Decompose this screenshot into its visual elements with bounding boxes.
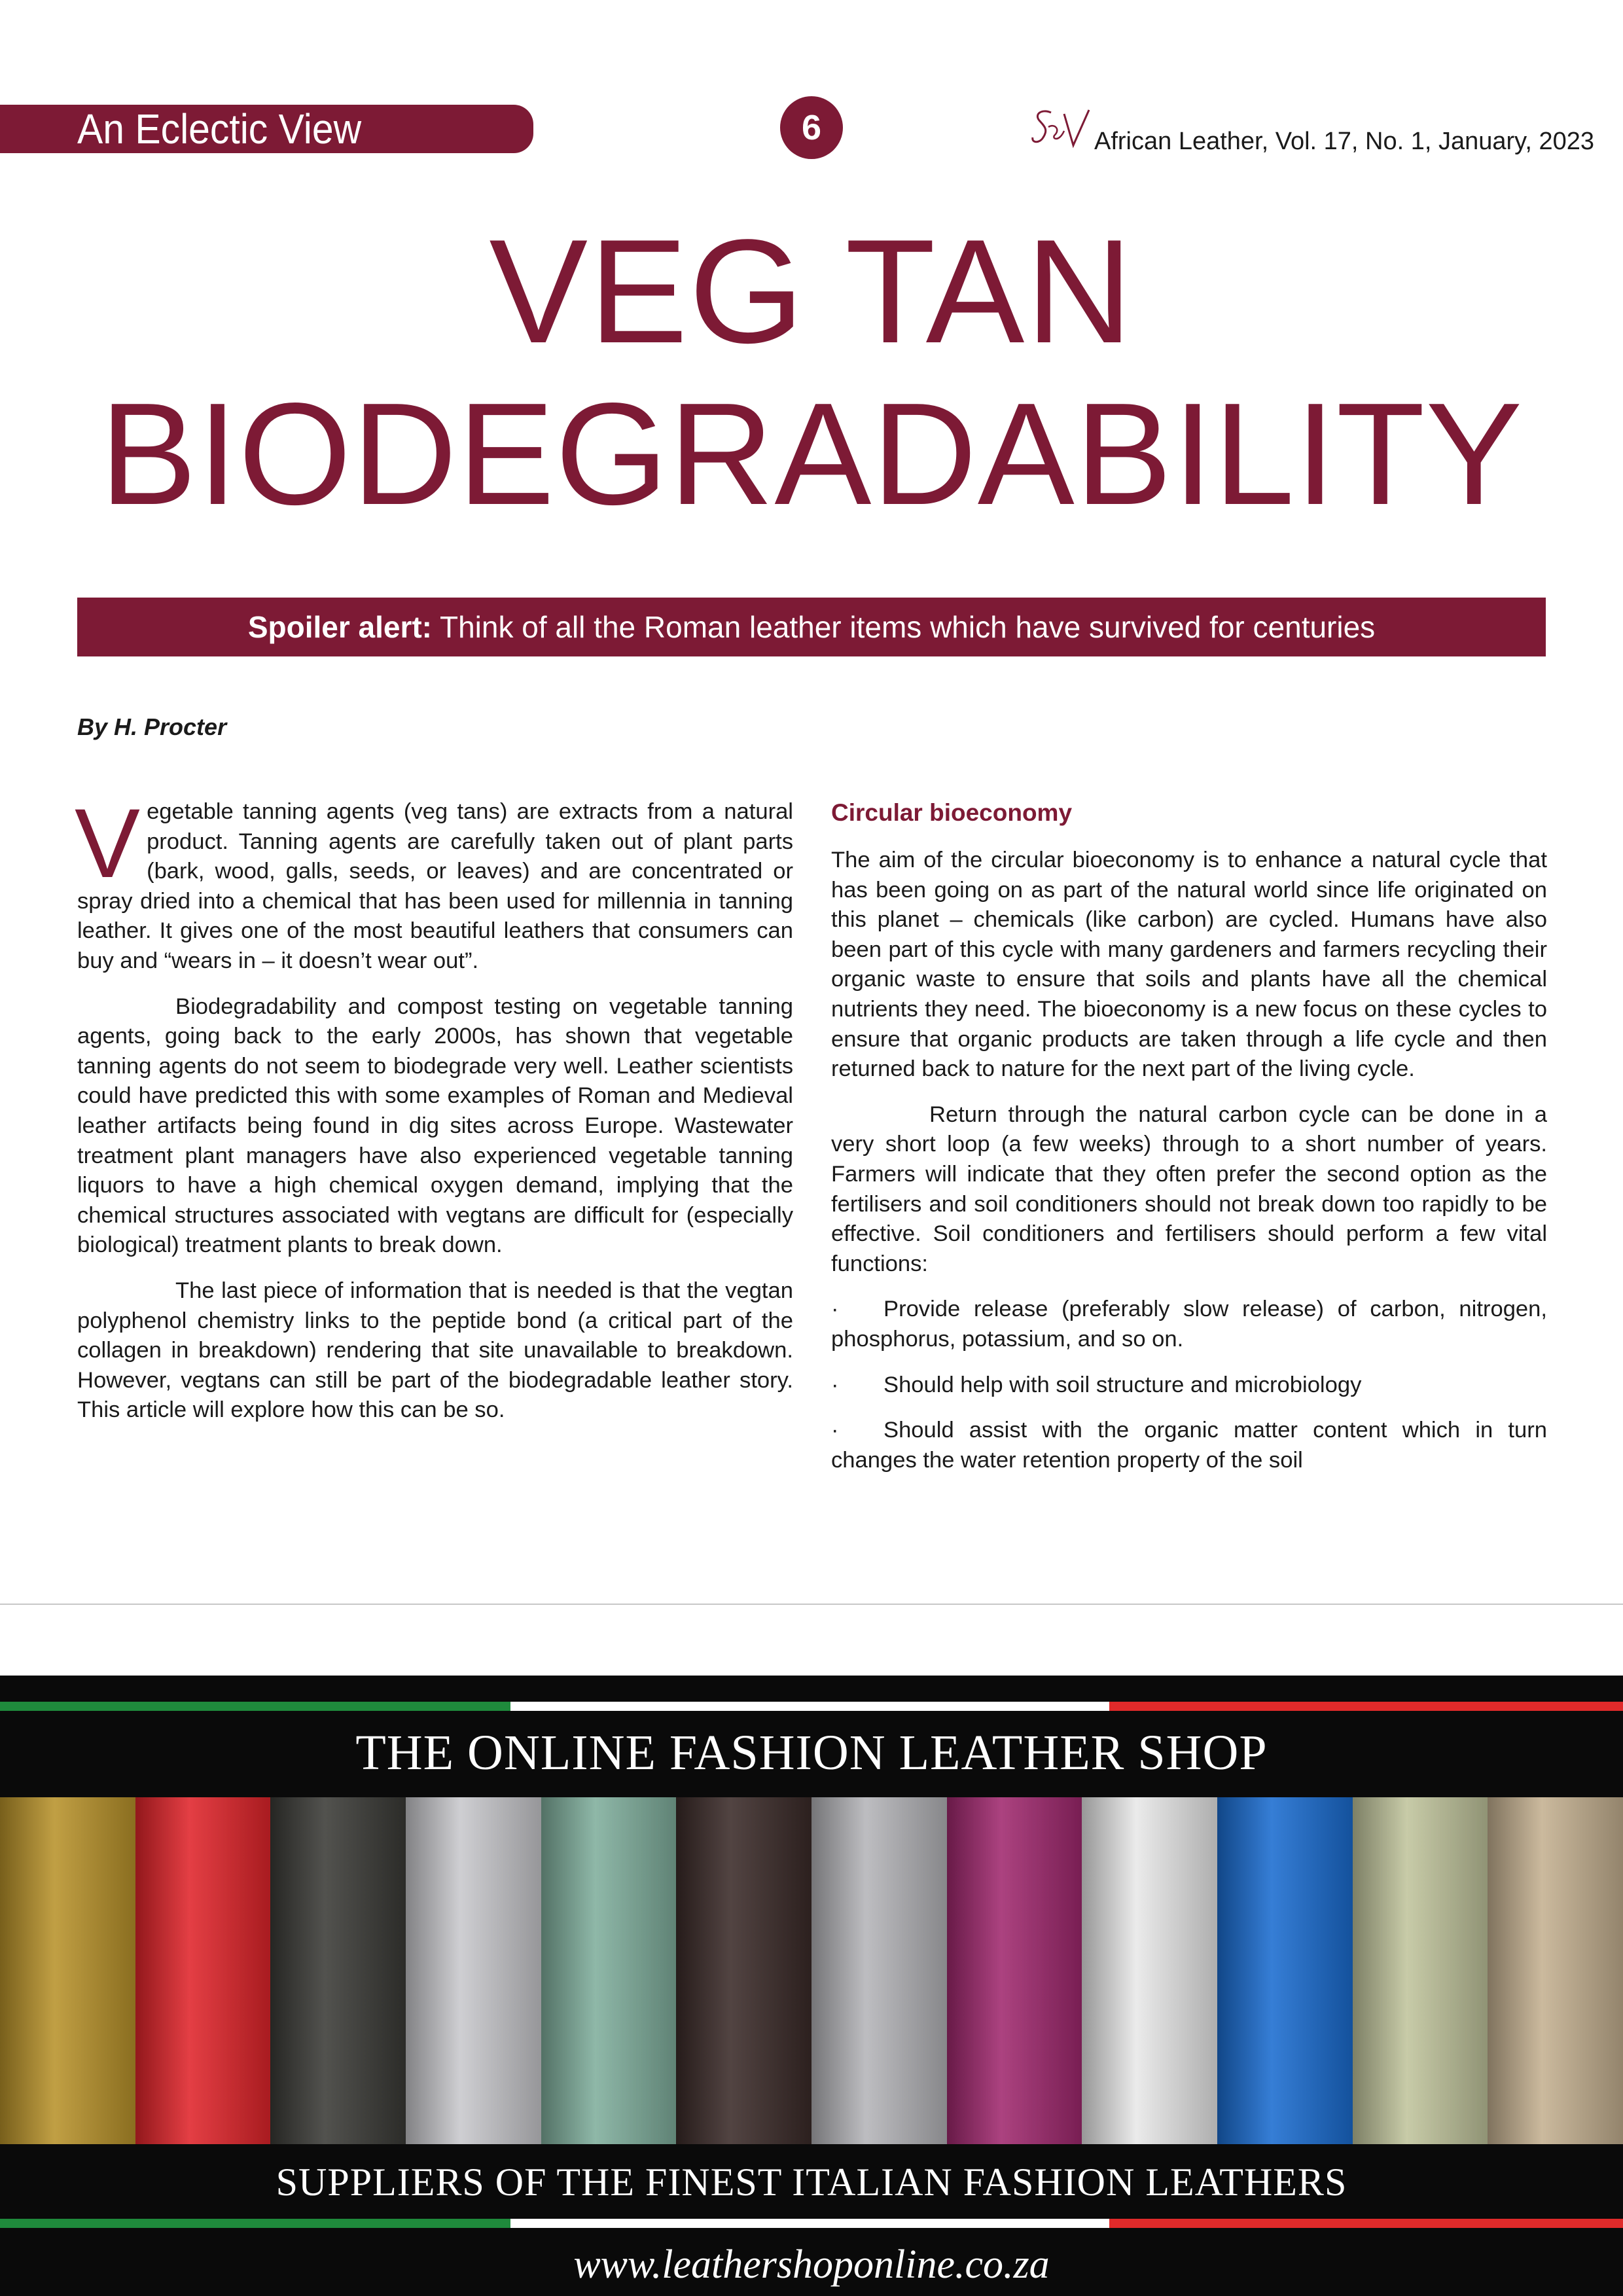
shop-url-link[interactable]: www.leathershoponline.co.za xyxy=(573,2242,1050,2287)
ad-subtitle: SUPPLIERS OF THE FINEST ITALIAN FASHION LEATHERS xyxy=(276,2161,1347,2204)
bullet-text: Should assist with the organic matter content which in turn changes the water retention property of the soil xyxy=(831,1418,1547,1473)
stripe-green xyxy=(0,2219,510,2228)
leather-swatch xyxy=(676,1797,812,2144)
stripe-green xyxy=(0,1702,510,1711)
bullet-item xyxy=(831,1416,1547,1475)
leather-swatch xyxy=(812,1797,948,2144)
publication-logo-icon xyxy=(1029,105,1094,154)
leather-swatch xyxy=(0,1797,136,2144)
left-paragraph-3: The last piece of information that is needed is that the vegtan polyphenol chemistry links to the peptide bond (a critical part of the collagen in breakdown) rendering that site unavailable to breakdown. However, vegtans can still be part of the biodegradable leather story. This article will explore how this can be so. xyxy=(77,1278,793,1423)
flag-stripe-top xyxy=(0,1702,1623,1711)
right-paragraph-1: The aim of the circular bioeconomy is to enhance a natural cycle that has been going on as part of the natural world since life originated on this planet – chemicals (like carbon) are cycled. Humans have also been part of this cycle with many gardeners and farmers recycling their organic waste to ensure that soils and plants have all the chemical nutrients they need. The bioeconomy is a new focus on these cycles to ensure that organic products are taken through a life cycle and then returned back to nature for the next part of the living cycle. xyxy=(831,848,1547,1082)
leather-swatch xyxy=(1217,1797,1353,2144)
right-column xyxy=(831,797,1547,1491)
stripe-red xyxy=(1109,1702,1623,1711)
left-paragraph-1-text: egetable tanning agents (veg tans) are extracts from a natural product. Tanning agents are carefully taken out of plant parts (bark, wood, galls, seeds, or leaves) and are concentrated or spray dried into a chemical that has been used for millennia in tanning leather. It gives one of the most beautiful leathers that consumers can buy and “wears in – it doesn’t wear out”. xyxy=(77,799,793,973)
stripe-white xyxy=(510,2219,1109,2228)
section-tab xyxy=(0,105,533,153)
bullet-dot: · xyxy=(831,1297,839,1322)
spoiler-banner xyxy=(77,598,1546,656)
title-line-1: VEG TAN xyxy=(489,208,1134,374)
leather-swatches xyxy=(0,1797,1623,2144)
leather-swatch xyxy=(406,1797,542,2144)
bullet-dot: · xyxy=(831,1418,839,1443)
section-label: An Eclectic View xyxy=(77,105,362,152)
bullet-text: Provide release (preferably slow release) of carbon, nitrogen, phosphorus, potassium, and so on. xyxy=(831,1297,1547,1352)
spoiler-label: Spoiler alert: xyxy=(247,610,433,644)
left-column xyxy=(75,788,793,1441)
leather-swatch xyxy=(541,1797,677,2144)
right-paragraph-2: Return through the natural carbon cycle can be done in a very short loop (a few weeks) through to a short number of years. Farmers will indicate that they often prefer the second option as the fertilisers and soil conditioners should not break down too rapidly to be effective. Soil conditioners and fertilisers should perform a few vital functions: xyxy=(831,1102,1547,1276)
leather-swatch xyxy=(947,1797,1083,2144)
publication-info: African Leather, Vol. 17, No. 1, January, 2023 xyxy=(1094,128,1595,155)
title-line-2: BIODEGRADABILITY xyxy=(99,373,1524,535)
leather-swatch xyxy=(1082,1797,1218,2144)
leather-swatch xyxy=(1353,1797,1489,2144)
leather-swatch xyxy=(135,1797,272,2144)
stripe-white xyxy=(510,1702,1109,1711)
article-title xyxy=(0,209,1623,535)
leather-swatch xyxy=(1488,1797,1623,2144)
bullet-item xyxy=(831,1371,1547,1401)
page-number: 6 xyxy=(780,96,843,159)
spoiler-text: Think of all the Roman leather items which have survived for centuries xyxy=(432,610,1376,644)
leather-swatch xyxy=(270,1797,406,2144)
stripe-red xyxy=(1109,2219,1623,2228)
bullet-dot: · xyxy=(831,1372,839,1397)
advertisement xyxy=(0,1676,1623,2296)
left-paragraph-1 xyxy=(75,788,793,977)
left-paragraph-2: Biodegradability and compost testing on vegetable tanning agents, going back to the early 2000s, has shown that vegetable tanning agents do not seem to biodegrade very well. Leather scientists could have predicted this with some examples of Roman and Medieval leather artifacts being found in dig sites across Europe. Wastewater treatment plant managers have also experienced vegetable tanning liquors to have a high chemical oxygen demand, implying that the chemical structures associated with vegtans are difficult for (especially biological) treatment plants to break down. xyxy=(77,994,793,1258)
drop-cap: V xyxy=(75,788,141,898)
section-subheading: Circular bioeconomy xyxy=(831,799,1073,826)
bullet-text: Should help with soil structure and microbiology xyxy=(883,1372,1362,1397)
flag-stripe-bottom xyxy=(0,2219,1623,2228)
ad-title: THE ONLINE FASHION LEATHER SHOP xyxy=(355,1725,1268,1780)
byline: By H. Procter xyxy=(77,713,227,740)
bullet-item xyxy=(831,1295,1547,1354)
page-divider xyxy=(0,1604,1623,1605)
